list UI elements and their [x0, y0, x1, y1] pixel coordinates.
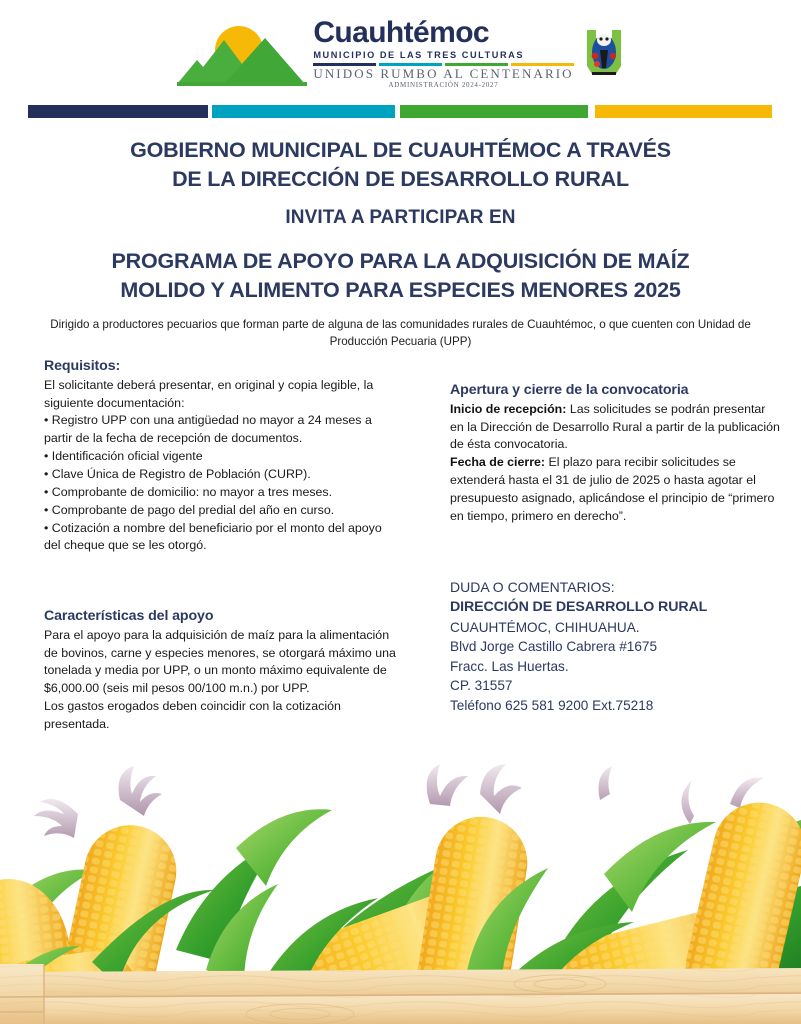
invitation-text: INVITA A PARTICIPAR EN: [285, 207, 516, 229]
caracteristicas-paragraph-1: Para el apoyo para la adquisición de maíz para la alimentación de bovinos, carne y especies menores, se otorgará máximo una tonelada y media por UPP, o un monto máximo equivalente de $6,000.00 (seis mil pesos 00/100 m.n.) por UPP.: [44, 627, 396, 696]
caracteristicas-section: [44, 608, 396, 734]
convocatoria-cierre: [450, 454, 780, 525]
program-title: [0, 247, 801, 305]
cierre-label: Fecha de cierre:: [450, 455, 546, 470]
requisitos-intro: El solicitante deberá presentar, en original y copia legible, la siguiente documentación:: [44, 377, 374, 410]
coat-of-arms-icon: [584, 26, 624, 78]
caracteristicas-heading: Características del apoyo: [44, 608, 214, 624]
corn-illustration: [0, 764, 801, 1024]
convocatoria-section: [450, 382, 780, 526]
color-bar-navy: [28, 105, 208, 118]
brand-color-bar: [0, 105, 801, 118]
color-bar-cyan: [212, 105, 395, 118]
requisitos-item: • Comprobante de pago del predial del año en curso.: [44, 502, 335, 517]
contacto-telefono: Teléfono 625 581 9200 Ext.75218: [450, 698, 654, 713]
logo-tagline: UNIDOS RUMBO AL CENTENARIO: [313, 66, 574, 82]
logo-title: Cuauhtémoc: [313, 16, 490, 49]
main-heading-line2: DE LA DIRECCIÓN DE DESARROLLO RURAL: [172, 166, 629, 191]
title-block: [0, 136, 801, 350]
color-bar-yellow: [595, 105, 772, 118]
sun-mountains-icon: [177, 16, 307, 88]
contacto-ciudad: CUAUHTÉMOC, CHIHUAHUA.: [450, 619, 640, 635]
cierre-text: El plazo para recibir solicitudes se extenderá hasta el 31 de julio de 2025 o hasta agotar el presupuesto asignado, aplicándose el principio de “primero en tiempo, primero en derecho”.: [450, 455, 775, 523]
caracteristicas-paragraph-2: Los gastos erogados deben coincidir con la cotización presentada.: [44, 699, 341, 732]
logo-subtitle: MUNICIPIO DE LAS TRES CULTURAS: [313, 50, 525, 60]
requisitos-section: [44, 358, 396, 555]
inicio-text: Las solicitudes se podrán presentar en la Dirección de Desarrollo Rural a partir de la publicación de ésta convocatoria.: [450, 401, 780, 452]
requisitos-item: • Registro UPP con una antigüedad no mayor a 24 meses a partir de la fecha de recepción de documentos.: [44, 413, 372, 446]
municipal-logo: [0, 16, 801, 102]
contacto-fraccionamiento: Fracc. Las Huertas.: [450, 658, 569, 674]
audience-text: Dirigido a productores pecuarios que forman parte de alguna de las comunidades rurales de Cuauhtémoc, o que cuenten con Unidad de Producción Pecuaria (UPP): [50, 318, 751, 348]
contacto-lead: DUDA O COMENTARIOS:: [450, 579, 615, 595]
program-title-line1: PROGRAMA DE APOYO PARA LA ADQUISICIÓN DE MAÍZ: [111, 249, 690, 274]
logo-administration: ADMINISTRACIÓN 2024-2027: [388, 80, 499, 89]
inicio-label: Inicio de recepción:: [450, 401, 567, 416]
contacto-section: [450, 578, 780, 716]
wooden-crate-planks: [0, 964, 801, 1024]
contacto-direccion: DIRECCIÓN DE DESARROLLO RURAL: [450, 598, 708, 615]
requisitos-heading: Requisitos:: [44, 358, 121, 374]
requisitos-item: • Clave Única de Registro de Población (CURP).: [44, 467, 311, 482]
contacto-calle: Blvd Jorge Castillo Cabrera #1675: [450, 639, 658, 655]
convocatoria-heading: Apertura y cierre de la convocatoria: [450, 382, 689, 398]
requisitos-item: • Identificación oficial vigente: [44, 449, 203, 464]
requisitos-item: • Cotización a nombre del beneficiario por el monto del apoyo del cheque que se les otorgó.: [44, 520, 382, 553]
requisitos-item: • Comprobante de domicilio: no mayor a tres meses.: [44, 484, 333, 499]
main-heading: [0, 136, 801, 193]
logo-wordmark: [313, 16, 573, 89]
program-title-line2: MOLIDO Y ALIMENTO PARA ESPECIES MENORES 2025: [120, 278, 681, 303]
convocatoria-inicio: [450, 401, 780, 455]
main-heading-line1: GOBIERNO MUNICIPAL DE CUAUHTÉMOC A TRAVÉS: [130, 138, 671, 162]
color-bar-green: [400, 105, 588, 118]
contacto-codigo-postal: CP. 31557: [450, 678, 513, 694]
